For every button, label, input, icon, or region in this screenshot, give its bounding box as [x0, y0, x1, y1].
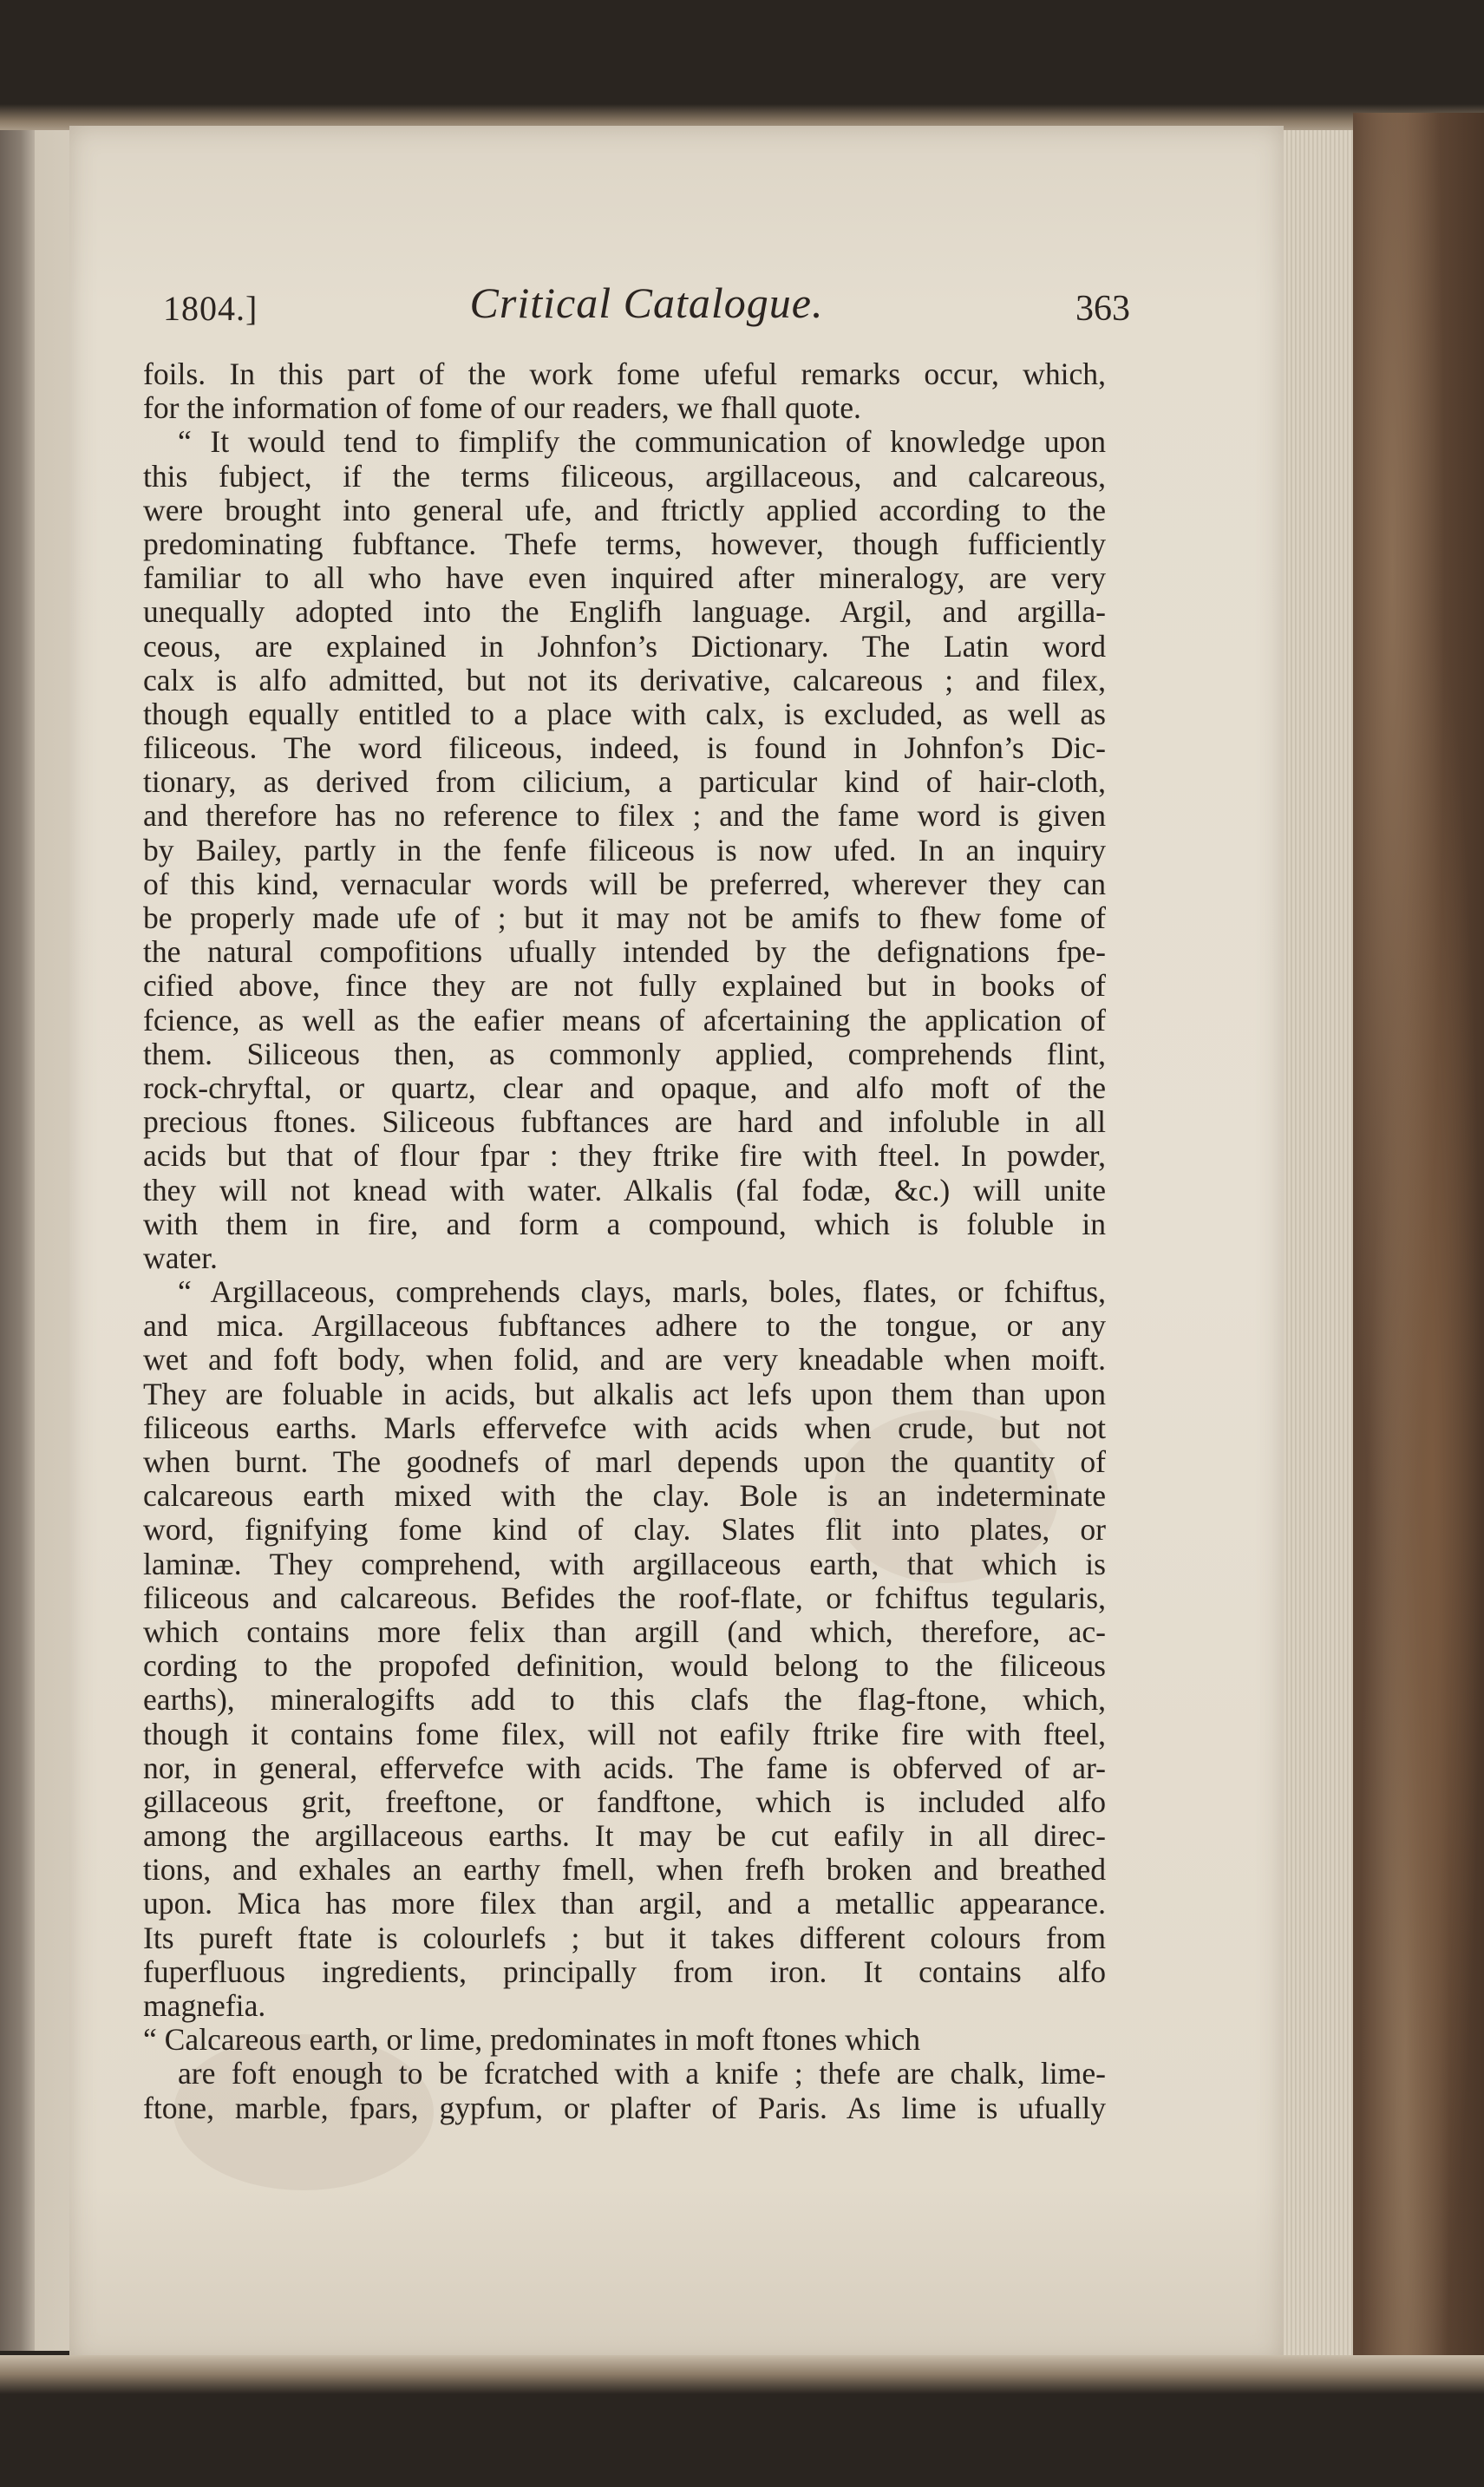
text-line: magnefia. — [143, 1988, 266, 2023]
text-line: “ It would tend to fimplify the communication of knowledge upon — [178, 424, 1106, 460]
text-line: familiar to all who have even inquired after mineralogy, are very — [143, 560, 1106, 596]
text-line: fcience, as well as the eafier means of afcertaining the application of — [143, 1002, 1106, 1037]
left-page-edge — [0, 130, 35, 2351]
text-line: filiceous and calcareous. Befides the roof-flate, or fchiftus tegularis, — [143, 1580, 1106, 1615]
text-line: laminæ. They comprehend, with argillaceous earth, that which is — [143, 1546, 1106, 1581]
text-line: filiceous earths. Marls effervefce with acids when crude, but not — [143, 1410, 1106, 1445]
text-line: word, fignifying fome kind of clay. Slates flit into plates, or — [143, 1512, 1106, 1548]
text-line: tions, and exhales an earthy fmell, when frefh broken and breathed — [143, 1852, 1106, 1888]
text-line: were brought into general ufe, and ftrictly applied according to the — [143, 492, 1106, 527]
running-header — [163, 278, 1130, 338]
text-line: tionary, as derived from cilicium, a particular kind of hair-cloth, — [143, 764, 1106, 800]
text-line: “ Argillaceous, comprehends clays, marls, boles, flates, or fchiftus, — [178, 1274, 1106, 1310]
page-number: 363 — [1075, 289, 1130, 329]
text-line: ftone, marble, fpars, gypfum, or plafter of Paris. As lime is ufually — [143, 2090, 1106, 2125]
text-line: They are foluable in acids, but alkalis act lefs upon them than upon — [143, 1376, 1106, 1411]
text-line: precious ftones. Siliceous fubftances are hard and infoluble in all — [143, 1104, 1106, 1140]
text-line: wet and foft body, when folid, and are very kneadable when moift. — [143, 1342, 1106, 1378]
text-line: they will not knead with water. Alkalis (fal fodæ, &c.) will unite — [143, 1172, 1106, 1208]
text-line: the natural compofitions ufually intended by the defignations fpe- — [143, 934, 1106, 970]
text-line: filiceous. The word filiceous, indeed, is found in Johnfon’s Dic- — [143, 730, 1106, 766]
header-date: 1804.] — [163, 289, 258, 328]
text-line: Its pureft ftate is colourlefs ; but it takes different colours from — [143, 1920, 1106, 1955]
text-line: by Bailey, partly in the fenfe filiceous is now ufed. In an inquiry — [143, 832, 1106, 867]
text-line: be properly made ufe of ; but it may not be amifs to fhew fome of — [143, 900, 1106, 935]
text-line: nor, in general, effervefce with acids. The fame is obferved of ar- — [143, 1750, 1106, 1785]
text-line: this fubject, if the terms filiceous, argillaceous, and calcareous, — [143, 458, 1106, 494]
text-line: for the information of fome of our readers, we fhall quote. — [143, 390, 861, 426]
text-line: are foft enough to be fcratched with a knife ; thefe are chalk, lime- — [178, 2056, 1106, 2091]
text-line: gillaceous grit, freeftone, or fandftone, which is included alfo — [143, 1783, 1106, 1819]
text-line: when burnt. The goodnefs of marl depends upon the quantity of — [143, 1444, 1106, 1479]
text-line: upon. Mica has more filex than argil, and a metallic appearance. — [143, 1886, 1106, 1921]
text-line: earths), mineralogifts add to this clafs the flag-ftone, which, — [143, 1682, 1106, 1718]
text-line: though equally entitled to a place with calx, is excluded, as well as — [143, 696, 1106, 731]
text-line: ceous, are explained in Johnfon’s Dictionary. The Latin word — [143, 628, 1106, 664]
header-title: Critical Catalogue. — [469, 278, 824, 327]
book-cover — [1353, 113, 1484, 2386]
text-line: with them in fire, and form a compound, which is foluble in — [143, 1206, 1106, 1241]
text-line: “ Calcareous earth, or lime, predominates in moft ftones which — [143, 2022, 921, 2058]
text-line: them. Siliceous then, as commonly applied, comprehends flint, — [143, 1036, 1106, 1071]
bottom-book-edge — [0, 2355, 1484, 2394]
text-line: cording to the propofed definition, would belong to the filiceous — [143, 1648, 1106, 1684]
text-line: which contains more felix than argill (and which, therefore, ac- — [143, 1613, 1106, 1649]
text-line: unequally adopted into the Englifh language. Argil, and argilla- — [143, 594, 1106, 630]
text-line: and mica. Argillaceous fubftances adhere to the tongue, or any — [143, 1308, 1106, 1344]
text-line: and therefore has no reference to filex ; and the fame word is given — [143, 798, 1106, 834]
text-line: predominating fubftance. Thefe terms, however, though fufficiently — [143, 526, 1106, 561]
text-line: cified above, fince they are not fully explained but in books of — [143, 968, 1106, 1004]
text-line: of this kind, vernacular words will be preferred, wherever they can — [143, 866, 1106, 901]
body-text — [143, 357, 1106, 2125]
text-line: water. — [143, 1240, 218, 1275]
text-line: fuperfluous ingredients, principally from iron. It contains alfo — [143, 1954, 1106, 1989]
text-line: calx is alfo admitted, but not its derivative, calcareous ; and filex, — [143, 662, 1106, 697]
text-line: calcareous earth mixed with the clay. Bole is an indeterminate — [143, 1478, 1106, 1514]
text-line: among the argillaceous earths. It may be cut eafily in all direc- — [143, 1818, 1106, 1854]
page-stack-edge — [1275, 130, 1362, 2359]
text-line: though it contains fome filex, will not eafily ftrike fire with fteel, — [143, 1716, 1106, 1751]
text-line: foils. In this part of the work fome ufeful remarks occur, which, — [143, 357, 1106, 391]
text-line: rock-chryftal, or quartz, clear and opaque, and alfo moft of the — [143, 1070, 1106, 1105]
text-line: acids but that of flour fpar : they ftrike fire with fteel. In powder, — [143, 1138, 1106, 1174]
